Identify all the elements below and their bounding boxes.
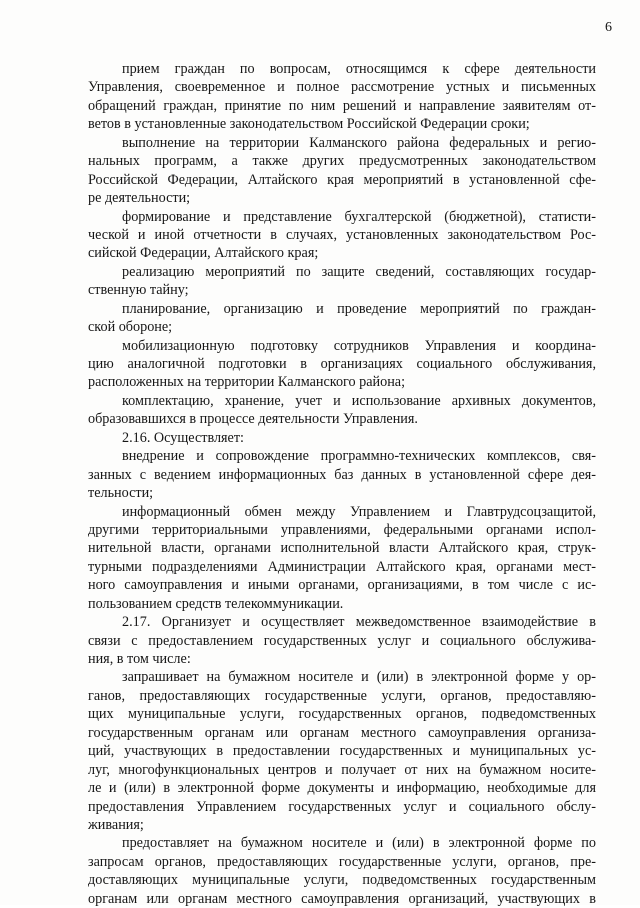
text-line: нальных программ, а также других предусмотренных законодательством [88,153,596,170]
text-line: Российской Федерации, Алтайского края мероприятий в установленной сфе- [88,171,596,188]
text-line: формирование и представление бухгалтерской (бюджетной), статисти- [122,208,596,225]
text-line: выполнение на территории Калманского района федеральных и регио- [122,134,596,151]
text-line: нительной власти, органами исполнительной власти Алтайского края, струк- [88,540,596,557]
paragraph [88,447,596,502]
text-line: ветов в установленные законодательством Российской Федерации сроки; [88,116,530,133]
text-line: щих муниципальные услуги, государственных органов, подведомственных [88,706,596,723]
text-line: ного самоуправления и иными органами, организациями, в том числе с ис- [88,577,596,594]
text-line: ций, участвующих в предоставлении государственных и муниципальных ус- [88,743,596,760]
text-line: луг, многофункциональных центров и получает от них на бумажном носите- [88,761,596,778]
text-line: органам или органам местного самоуправления организаций, участвующих в [88,890,596,907]
text-line: мобилизационную подготовку сотрудников Управления и координа- [122,337,596,354]
paragraph [88,208,596,263]
text-line: ния, в том числе: [88,651,191,667]
text-line: ской обороне; [88,319,173,336]
paragraph [88,337,596,392]
text-line: предоставления Управлением государственных услуг и социального обслу- [88,798,596,815]
text-line: другими территориальными управлениями, федеральными органами испол- [88,521,596,538]
text-line: запрашивает на бумажном носителе и (или) в электронной форме у ор- [122,669,596,686]
text-line: занных с ведением информационных баз данных в установленной сфере дея- [88,466,596,483]
text-line: связи с предоставлением государственных услуг и социального обслужива- [88,632,596,649]
text-line: 2.17. Организует и осуществляет межведомственное взаимодействие в [122,614,596,631]
text-line: расположенных на территории Калманского района; [88,374,406,391]
text-line: 2.16. Осуществляет: [122,429,244,446]
text-line: живания; [88,816,144,833]
text-line: предоставляет на бумажном носителе и (или) в электронной форме по [122,835,596,852]
text-line: пользованием средств телекоммуникации. [88,595,344,612]
text-line: сийской Федерации, Алтайского края; [88,245,319,262]
paragraph [88,60,596,134]
text-line: ческой и иной отчетности в случаях, установленных законодательством Рос- [88,226,596,243]
text-line: доставляющих муниципальные услуги, подведомственных государственным [88,872,596,889]
text-line: тельности; [88,485,154,502]
paragraph [88,263,596,300]
paragraph [88,429,596,447]
text-line: запросам органов, предоставляющих государственные услуги, органов, пре- [88,853,596,870]
text-line: государственным органам или органам местного самоуправления организа- [88,724,596,741]
text-line: цию аналогичной подготовки в организациях социального обслуживания, [88,356,596,372]
paragraph [88,613,596,668]
text-line: обращений граждан, принятие по ним решений и направление заявителям от- [88,97,596,114]
paragraph [88,834,596,908]
text-line: ганов, предоставляющих государственные услуги, органов, предоставляю- [88,687,596,704]
text-line: информационный обмен между Управлением и Главтрудсоцзащитой, [122,503,596,520]
text-line: комплектацию, хранение, учет и использование архивных документов, [122,392,596,409]
paragraph [88,392,596,429]
text-line: прием граждан по вопросам, относящимся к сфере деятельности [122,61,596,77]
text-line: турными подразделениями Администрации Алтайского края, органами мест- [88,558,596,575]
text-line: ственную тайну; [88,282,189,299]
text-line: реализацию мероприятий по защите сведений, составляющих государ- [122,263,596,280]
text-line: ле и (или) в электронной форме документы и информацию, необходимые для [88,780,596,797]
paragraph [88,300,596,337]
text-line: ре деятельности; [88,190,191,207]
paragraph [88,134,596,208]
text-line: образовавшихся в процессе деятельности Управления. [88,411,418,428]
text-line: внедрение и сопровождение программно-технических комплексов, свя- [122,448,596,465]
page-number: 6 [605,20,612,35]
paragraph [88,503,596,614]
text-line: планирование, организацию и проведение мероприятий по граждан- [122,300,596,317]
document-body [88,60,596,908]
paragraph [88,668,596,834]
text-line: Управления, своевременное и полное рассмотрение устных и письменных [88,79,596,96]
